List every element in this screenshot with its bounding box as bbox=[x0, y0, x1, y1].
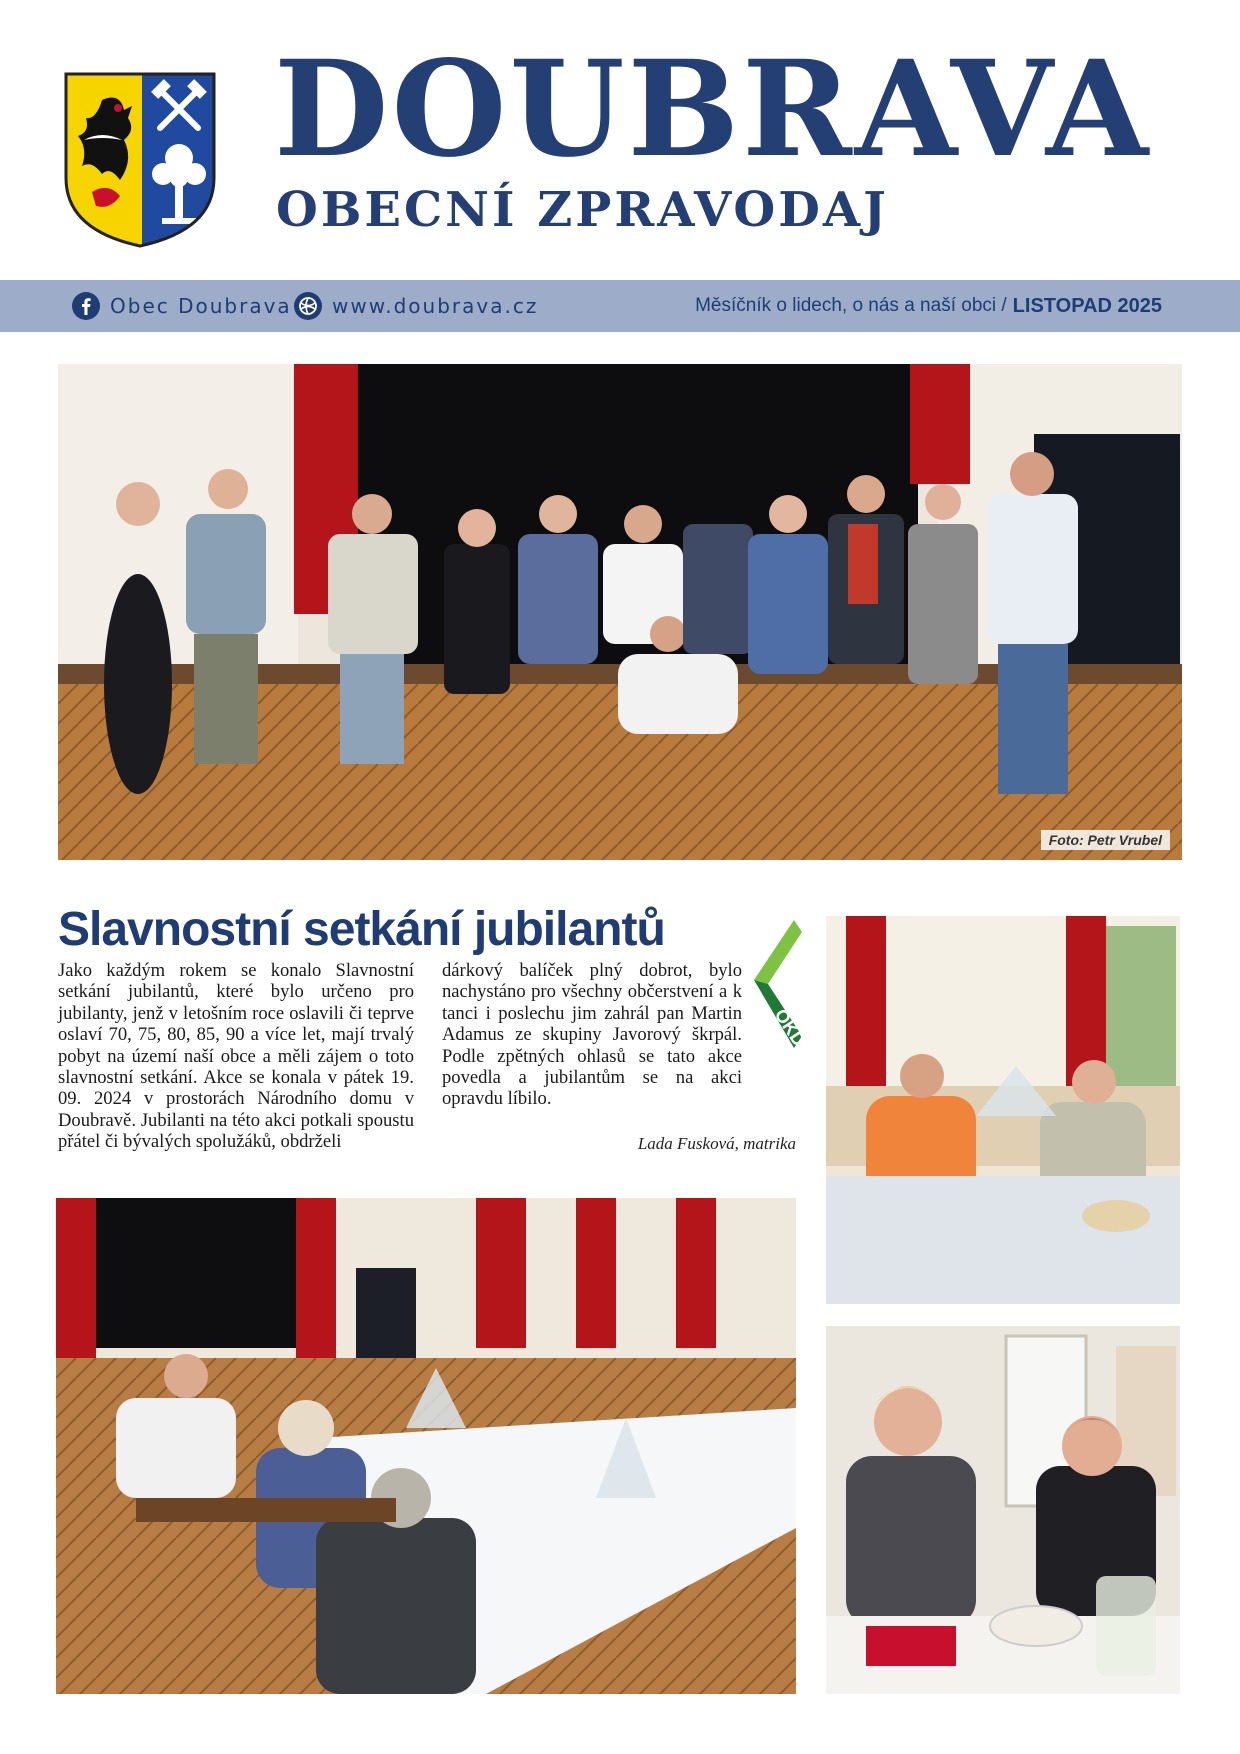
photo-banquet-hall bbox=[56, 1198, 796, 1694]
facebook-icon bbox=[72, 292, 100, 320]
main-group-photo bbox=[58, 364, 1182, 860]
okd-top-text: nadace bbox=[755, 908, 800, 965]
facebook-label: Obec Doubrava bbox=[110, 294, 292, 318]
article-column-1: Jako každým rokem se konalo Slavnostní setkání jubilantů, které bylo určeno pro jubilanty, jenž v letošním roce oslavili či teprve oslaví 70, 75, 80, 85, 90 a více let, mají trvalý pobyt na území naší obce a měli zájem o toto slavnostní setkání. Akce se konala v pátek 19. 09. 2024 v prostorách Národního domu v Doubravě. Jubilanti na této akci potkali spoustu přátel či bývalých spolužáků, obdrželi bbox=[58, 960, 414, 1153]
web-label: www.doubrava.cz bbox=[332, 294, 539, 318]
tagline-text: Měsíčník o lidech, o nás a naší obci / bbox=[695, 295, 1007, 316]
okd-bottom-text: OKD bbox=[770, 1005, 810, 1050]
coat-of-arms bbox=[62, 70, 218, 248]
web-link[interactable] bbox=[294, 280, 538, 332]
photo-two-women bbox=[826, 1326, 1180, 1694]
article-headline: Slavnostní setkání jubilantů bbox=[58, 903, 665, 956]
facebook-link[interactable] bbox=[72, 280, 292, 332]
info-bar bbox=[0, 280, 1240, 332]
coat-of-arms-icon bbox=[62, 70, 218, 248]
article-signature: Lada Fusková, matrika bbox=[637, 1134, 796, 1153]
issue-month: LISTOPAD 2025 bbox=[1012, 294, 1162, 317]
photo-table-men bbox=[826, 916, 1180, 1304]
article-column-2: dárkový balíček plný dobrot, bylo nachystáno pro všechny občerstvení a k tanci i poslechu jim zahrál pan Martin Adamus ze skupiny Javorový škrpál. Podle zpětných ohlasů se tato akce povedla a jubilantům se na akci opravdu líbilo. bbox=[442, 960, 742, 1110]
issue-tagline bbox=[695, 280, 1162, 332]
photo-credit: Foto: Petr Vrubel bbox=[1041, 830, 1170, 850]
masthead-title: DOUBRAVA bbox=[274, 32, 1152, 187]
globe-icon bbox=[294, 292, 322, 320]
okd-foundation-logo bbox=[714, 902, 810, 1064]
masthead-subtitle: OBECNÍ ZPRAVODAJ bbox=[276, 182, 889, 238]
